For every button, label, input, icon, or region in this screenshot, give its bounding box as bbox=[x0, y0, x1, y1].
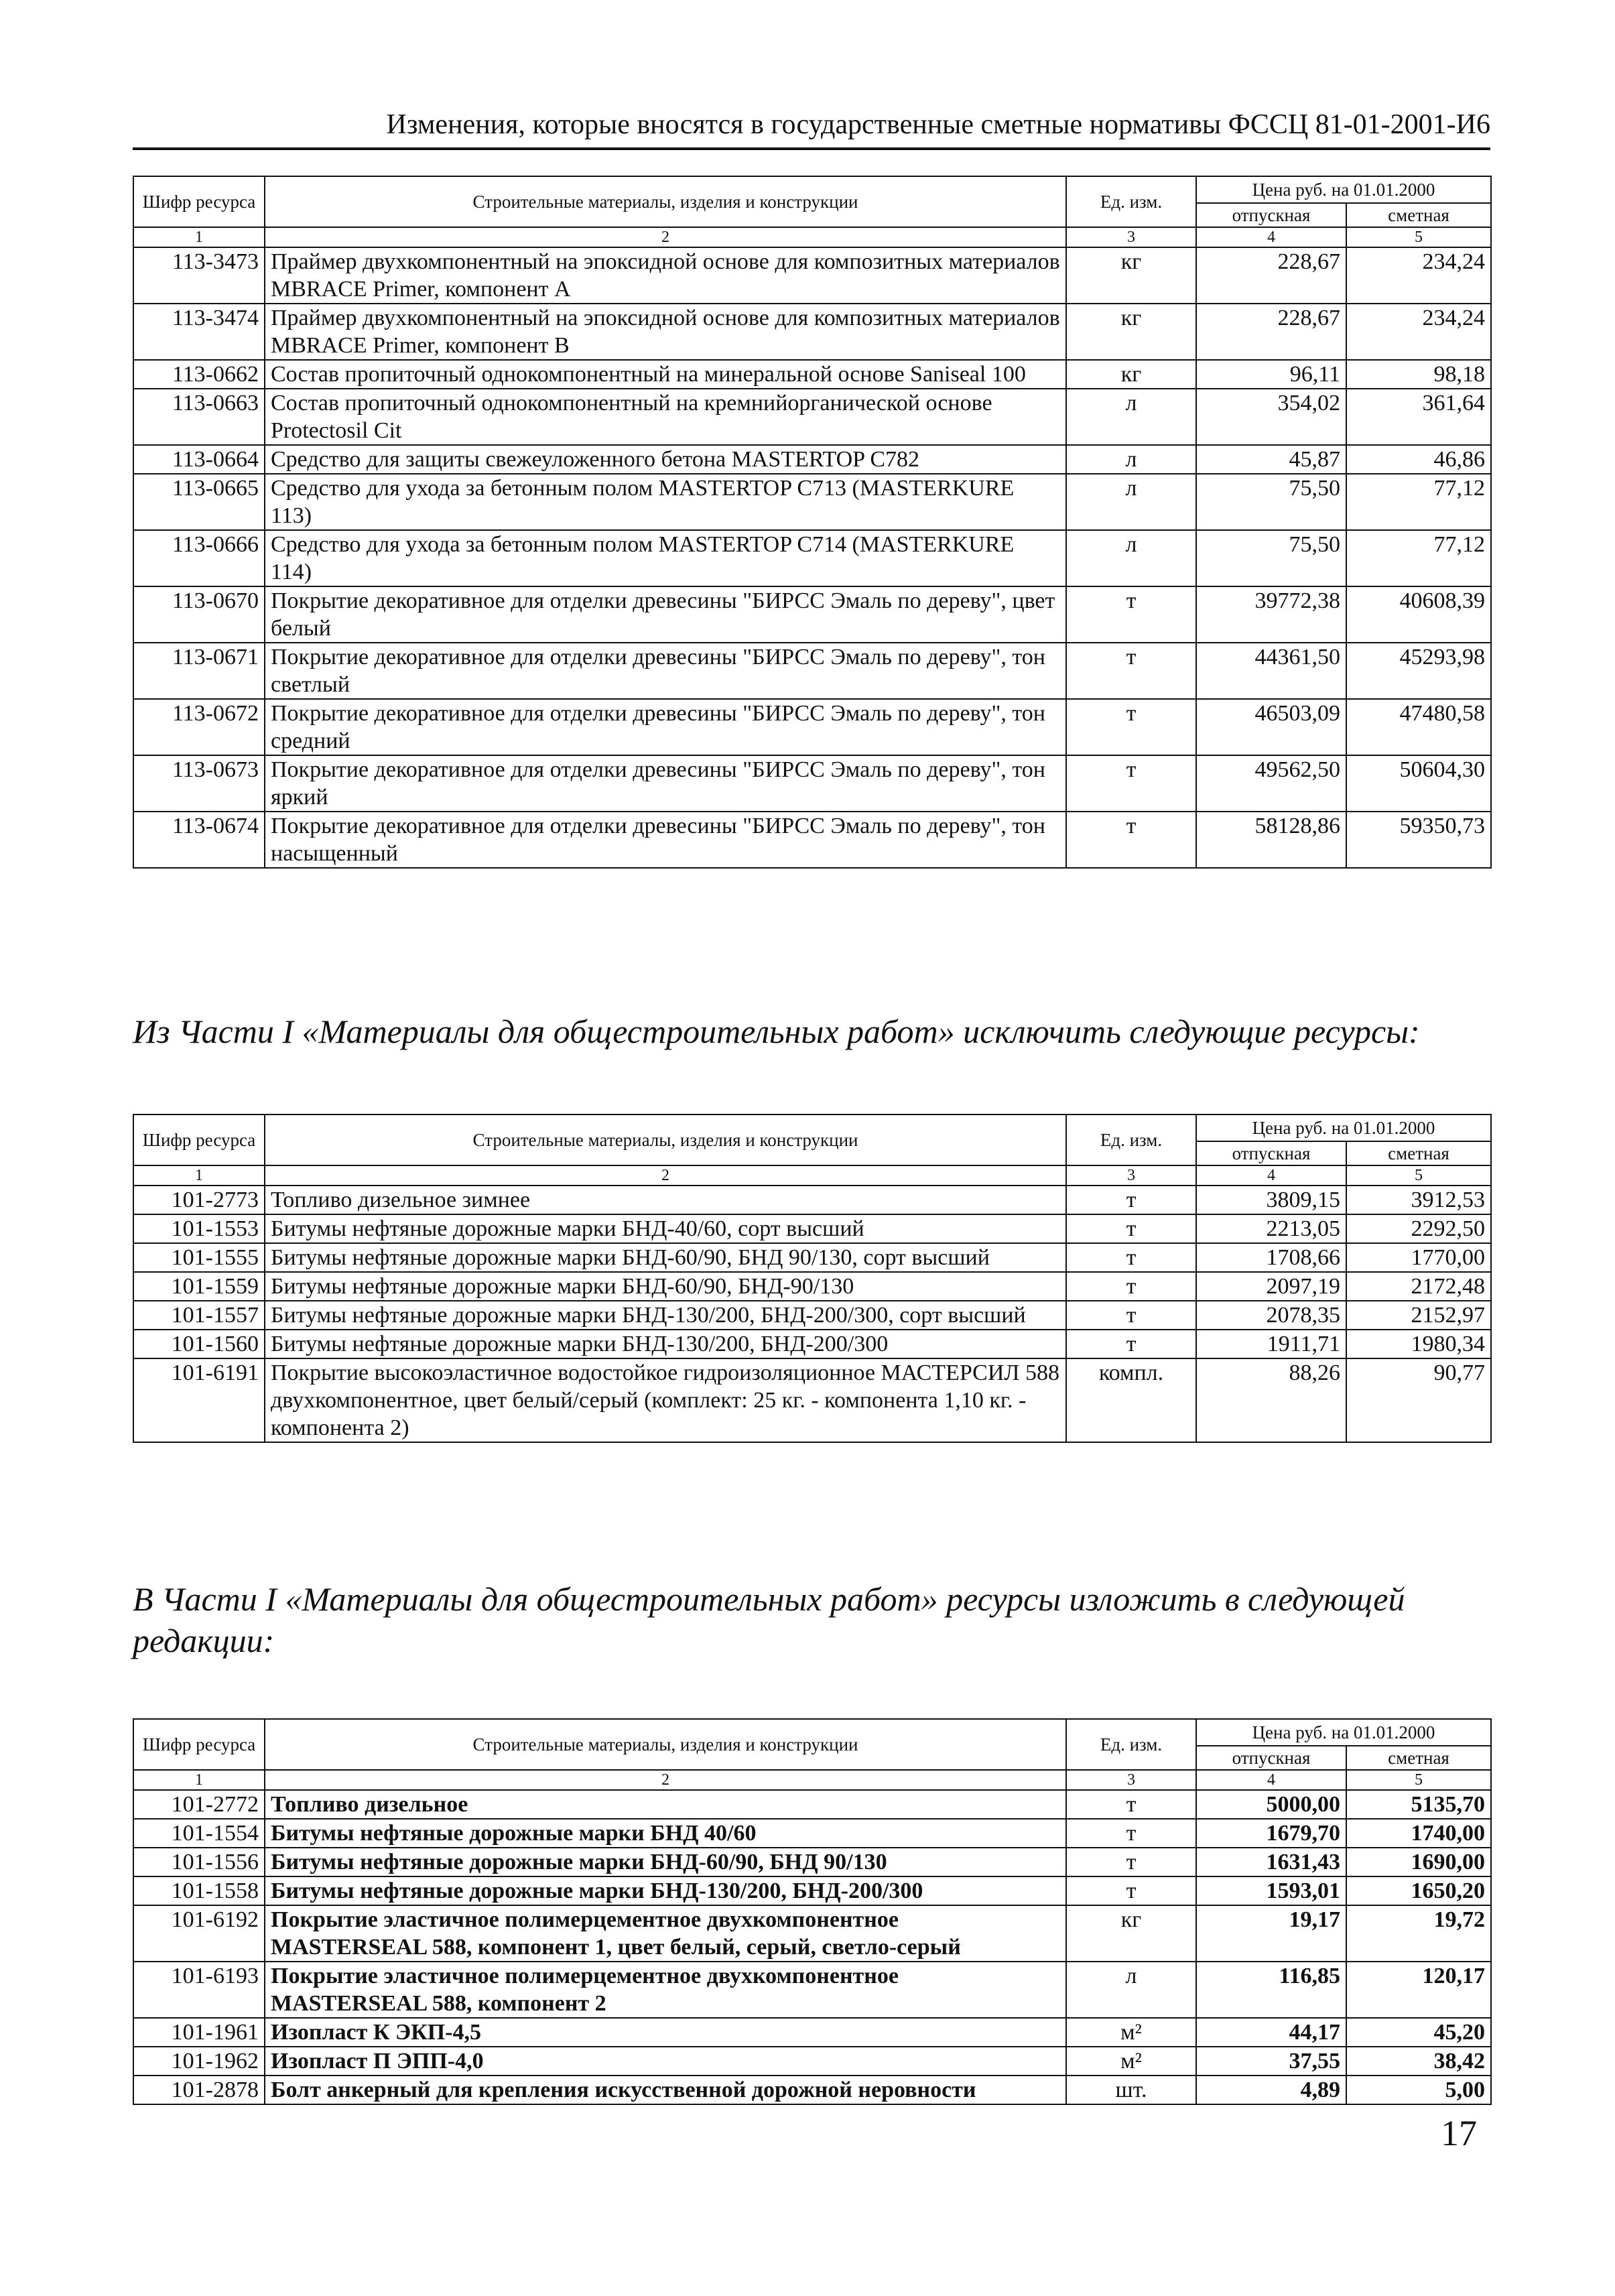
cell-name: Покрытие декоративное для отделки древесины "БИРСС Эмаль по дереву", цвет белый bbox=[265, 586, 1066, 643]
col-unit-header: Ед. изм. bbox=[1066, 1114, 1196, 1165]
cell-name: Покрытие декоративное для отделки древесины "БИРСС Эмаль по дереву", тон светлый bbox=[265, 643, 1066, 699]
col-code-header: Шифр ресурса bbox=[133, 176, 265, 227]
cell-estimate: 77,12 bbox=[1346, 474, 1491, 530]
col-estimate-header: сметная bbox=[1346, 1141, 1491, 1165]
cell-unit: л bbox=[1066, 1962, 1196, 2018]
cell-unit: кг bbox=[1066, 360, 1196, 389]
cell-name: Покрытие декоративное для отделки древесины "БИРСС Эмаль по дереву", тон средний bbox=[265, 699, 1066, 755]
table-row bbox=[133, 1962, 1491, 2018]
cell-estimate: 2292,50 bbox=[1346, 1214, 1491, 1243]
cell-unit: т bbox=[1066, 755, 1196, 812]
cell-code: 101-1559 bbox=[133, 1272, 265, 1301]
table-row bbox=[133, 474, 1491, 530]
cell-release: 49562,50 bbox=[1196, 755, 1346, 812]
table-row bbox=[133, 812, 1491, 868]
cell-estimate: 1690,00 bbox=[1346, 1848, 1491, 1876]
table-row bbox=[133, 360, 1491, 389]
cell-unit: л bbox=[1066, 389, 1196, 445]
col-release-header: отпускная bbox=[1196, 1141, 1346, 1165]
cell-release: 75,50 bbox=[1196, 530, 1346, 586]
col-num-3: 3 bbox=[1066, 227, 1196, 247]
cell-release: 2213,05 bbox=[1196, 1214, 1346, 1243]
col-num-1: 1 bbox=[133, 1770, 265, 1790]
table-row bbox=[133, 1272, 1491, 1301]
cell-code: 101-1554 bbox=[133, 1819, 265, 1848]
table-row bbox=[133, 1186, 1491, 1214]
cell-code: 113-0674 bbox=[133, 812, 265, 868]
cell-unit: кг bbox=[1066, 1905, 1196, 1962]
cell-name: Топливо дизельное bbox=[265, 1790, 1066, 1819]
table-row bbox=[133, 1330, 1491, 1358]
cell-release: 58128,86 bbox=[1196, 812, 1346, 868]
col-estimate-header: сметная bbox=[1346, 203, 1491, 227]
col-num-4: 4 bbox=[1196, 227, 1346, 247]
cell-name: Средство для ухода за бетонным полом MASTERTOP C713 (MASTERKURE 113) bbox=[265, 474, 1066, 530]
table-row bbox=[133, 1301, 1491, 1330]
cell-code: 101-6193 bbox=[133, 1962, 265, 2018]
cell-code: 101-1558 bbox=[133, 1876, 265, 1905]
col-num-1: 1 bbox=[133, 227, 265, 247]
cell-release: 1679,70 bbox=[1196, 1819, 1346, 1848]
col-name-header: Строительные материалы, изделия и конструкции bbox=[265, 1719, 1066, 1770]
col-num-5: 5 bbox=[1346, 1165, 1491, 1186]
cell-release: 75,50 bbox=[1196, 474, 1346, 530]
cell-code: 101-1557 bbox=[133, 1301, 265, 1330]
table-row bbox=[133, 247, 1491, 304]
cell-unit: м² bbox=[1066, 2018, 1196, 2047]
page-number: 17 bbox=[1441, 2113, 1477, 2153]
col-name-header: Строительные материалы, изделия и конструкции bbox=[265, 1114, 1066, 1165]
cell-name: Битумы нефтяные дорожные марки БНД-130/200, БНД-200/300 bbox=[265, 1330, 1066, 1358]
cell-estimate: 1650,20 bbox=[1346, 1876, 1491, 1905]
table-row bbox=[133, 2076, 1491, 2104]
col-num-4: 4 bbox=[1196, 1770, 1346, 1790]
cell-name: Праймер двухкомпонентный на эпоксидной основе для композитных материалов MBRACE Primer, компонент B bbox=[265, 304, 1066, 360]
cell-code: 101-6192 bbox=[133, 1905, 265, 1962]
cell-name: Покрытие декоративное для отделки древесины "БИРСС Эмаль по дереву", тон яркий bbox=[265, 755, 1066, 812]
cell-unit: т bbox=[1066, 1790, 1196, 1819]
cell-code: 113-0662 bbox=[133, 360, 265, 389]
col-num-1: 1 bbox=[133, 1165, 265, 1186]
cell-release: 88,26 bbox=[1196, 1358, 1346, 1442]
col-price-header: Цена руб. на 01.01.2000 bbox=[1196, 176, 1491, 203]
cell-name: Болт анкерный для крепления искусственной дорожной неровности bbox=[265, 2076, 1066, 2104]
cell-estimate: 90,77 bbox=[1346, 1358, 1491, 1442]
cell-code: 113-0666 bbox=[133, 530, 265, 586]
cell-name: Праймер двухкомпонентный на эпоксидной основе для композитных материалов MBRACE Primer, компонент A bbox=[265, 247, 1066, 304]
cell-code: 113-0664 bbox=[133, 445, 265, 474]
cell-unit: т bbox=[1066, 1186, 1196, 1214]
cell-release: 1911,71 bbox=[1196, 1330, 1346, 1358]
cell-unit: т bbox=[1066, 1243, 1196, 1272]
col-price-header: Цена руб. на 01.01.2000 bbox=[1196, 1719, 1491, 1746]
page-header: Изменения, которые вносятся в государственные сметные нормативы ФССЦ 81-01-2001-И6 bbox=[133, 107, 1490, 150]
cell-unit: т bbox=[1066, 699, 1196, 755]
cell-estimate: 5135,70 bbox=[1346, 1790, 1491, 1819]
cell-release: 39772,38 bbox=[1196, 586, 1346, 643]
cell-estimate: 45293,98 bbox=[1346, 643, 1491, 699]
cell-estimate: 40608,39 bbox=[1346, 586, 1491, 643]
cell-release: 46503,09 bbox=[1196, 699, 1346, 755]
resource-table-2 bbox=[133, 1114, 1492, 1443]
cell-release: 228,67 bbox=[1196, 304, 1346, 360]
cell-code: 113-0670 bbox=[133, 586, 265, 643]
table-row bbox=[133, 643, 1491, 699]
cell-name: Изопласт П ЭПП-4,0 bbox=[265, 2047, 1066, 2076]
cell-estimate: 38,42 bbox=[1346, 2047, 1491, 2076]
table-row bbox=[133, 445, 1491, 474]
cell-name: Битумы нефтяные дорожные марки БНД-130/200, БНД-200/300 bbox=[265, 1876, 1066, 1905]
cell-estimate: 361,64 bbox=[1346, 389, 1491, 445]
table-row bbox=[133, 1819, 1491, 1848]
cell-release: 1631,43 bbox=[1196, 1848, 1346, 1876]
cell-release: 45,87 bbox=[1196, 445, 1346, 474]
cell-unit: шт. bbox=[1066, 2076, 1196, 2104]
cell-code: 113-0671 bbox=[133, 643, 265, 699]
cell-name: Топливо дизельное зимнее bbox=[265, 1186, 1066, 1214]
cell-unit: т bbox=[1066, 1272, 1196, 1301]
cell-code: 113-0663 bbox=[133, 389, 265, 445]
table-row bbox=[133, 530, 1491, 586]
table-row bbox=[133, 389, 1491, 445]
cell-estimate: 98,18 bbox=[1346, 360, 1491, 389]
cell-release: 1593,01 bbox=[1196, 1876, 1346, 1905]
col-code-header: Шифр ресурса bbox=[133, 1719, 265, 1770]
cell-unit: т bbox=[1066, 1330, 1196, 1358]
table-row bbox=[133, 755, 1491, 812]
cell-estimate: 77,12 bbox=[1346, 530, 1491, 586]
cell-estimate: 5,00 bbox=[1346, 2076, 1491, 2104]
cell-unit: т bbox=[1066, 586, 1196, 643]
resource-table-1 bbox=[133, 176, 1492, 869]
cell-estimate: 59350,73 bbox=[1346, 812, 1491, 868]
cell-unit: т bbox=[1066, 1848, 1196, 1876]
col-num-5: 5 bbox=[1346, 1770, 1491, 1790]
cell-estimate: 120,17 bbox=[1346, 1962, 1491, 2018]
col-price-header: Цена руб. на 01.01.2000 bbox=[1196, 1114, 1491, 1141]
col-num-5: 5 bbox=[1346, 227, 1491, 247]
cell-estimate: 1980,34 bbox=[1346, 1330, 1491, 1358]
table-row bbox=[133, 1214, 1491, 1243]
cell-name: Покрытие эластичное полимерцементное двухкомпонентное MASTERSEAL 588, компонент 2 bbox=[265, 1962, 1066, 2018]
cell-name: Битумы нефтяные дорожные марки БНД-60/90, БНД 90/130, сорт высший bbox=[265, 1243, 1066, 1272]
cell-name: Средство для защиты свежеуложенного бетона MASTERTOP C782 bbox=[265, 445, 1066, 474]
cell-release: 44,17 bbox=[1196, 2018, 1346, 2047]
cell-release: 3809,15 bbox=[1196, 1186, 1346, 1214]
col-unit-header: Ед. изм. bbox=[1066, 1719, 1196, 1770]
cell-release: 37,55 bbox=[1196, 2047, 1346, 2076]
col-num-4: 4 bbox=[1196, 1165, 1346, 1186]
cell-name: Средство для ухода за бетонным полом MASTERTOP C714 (MASTERKURE 114) bbox=[265, 530, 1066, 586]
cell-estimate: 50604,30 bbox=[1346, 755, 1491, 812]
cell-release: 116,85 bbox=[1196, 1962, 1346, 2018]
cell-code: 113-3474 bbox=[133, 304, 265, 360]
table-row bbox=[133, 1243, 1491, 1272]
cell-name: Покрытие декоративное для отделки древесины "БИРСС Эмаль по дереву", тон насыщенный bbox=[265, 812, 1066, 868]
col-release-header: отпускная bbox=[1196, 203, 1346, 227]
cell-unit: т bbox=[1066, 1819, 1196, 1848]
table-row bbox=[133, 2018, 1491, 2047]
cell-name: Состав пропиточный однокомпонентный на кремнийорганической основе Protectosil Cit bbox=[265, 389, 1066, 445]
cell-code: 101-1560 bbox=[133, 1330, 265, 1358]
cell-unit: компл. bbox=[1066, 1358, 1196, 1442]
cell-name: Покрытие эластичное полимерцементное двухкомпонентное MASTERSEAL 588, компонент 1, цвет белый, серый, светло-серый bbox=[265, 1905, 1066, 1962]
cell-code: 101-2772 bbox=[133, 1790, 265, 1819]
table-row bbox=[133, 304, 1491, 360]
cell-name: Битумы нефтяные дорожные марки БНД-60/90, БНД 90/130 bbox=[265, 1848, 1066, 1876]
col-unit-header: Ед. изм. bbox=[1066, 176, 1196, 227]
col-code-header: Шифр ресурса bbox=[133, 1114, 265, 1165]
cell-name: Состав пропиточный однокомпонентный на минеральной основе Saniseal 100 bbox=[265, 360, 1066, 389]
cell-estimate: 3912,53 bbox=[1346, 1186, 1491, 1214]
cell-estimate: 1770,00 bbox=[1346, 1243, 1491, 1272]
cell-code: 113-0672 bbox=[133, 699, 265, 755]
table-row bbox=[133, 699, 1491, 755]
cell-release: 44361,50 bbox=[1196, 643, 1346, 699]
cell-code: 113-3473 bbox=[133, 247, 265, 304]
cell-release: 2078,35 bbox=[1196, 1301, 1346, 1330]
cell-release: 2097,19 bbox=[1196, 1272, 1346, 1301]
cell-release: 5000,00 bbox=[1196, 1790, 1346, 1819]
cell-code: 101-1555 bbox=[133, 1243, 265, 1272]
section-title-exclude: Из Части I «Материалы для общестроительных работ» исключить следующие ресурсы: bbox=[133, 1013, 1420, 1050]
cell-code: 101-1961 bbox=[133, 2018, 265, 2047]
cell-unit: т bbox=[1066, 812, 1196, 868]
cell-release: 1708,66 bbox=[1196, 1243, 1346, 1272]
cell-release: 96,11 bbox=[1196, 360, 1346, 389]
cell-unit: л bbox=[1066, 530, 1196, 586]
cell-name: Битумы нефтяные дорожные марки БНД-60/90, БНД-90/130 bbox=[265, 1272, 1066, 1301]
col-num-3: 3 bbox=[1066, 1770, 1196, 1790]
cell-estimate: 1740,00 bbox=[1346, 1819, 1491, 1848]
col-release-header: отпускная bbox=[1196, 1746, 1346, 1770]
cell-estimate: 2172,48 bbox=[1346, 1272, 1491, 1301]
cell-estimate: 47480,58 bbox=[1346, 699, 1491, 755]
cell-code: 101-2878 bbox=[133, 2076, 265, 2104]
cell-estimate: 2152,97 bbox=[1346, 1301, 1491, 1330]
cell-code: 113-0665 bbox=[133, 474, 265, 530]
cell-name: Битумы нефтяные дорожные марки БНД-130/200, БНД-200/300, сорт высший bbox=[265, 1301, 1066, 1330]
cell-name: Покрытие высокоэластичное водостойкое гидроизоляционное МАСТЕРСИЛ 588 двухкомпонентное, цвет белый/серый (комплект: 25 кг. - компонента 1,10 кг. - компонента 2) bbox=[265, 1358, 1066, 1442]
cell-release: 354,02 bbox=[1196, 389, 1346, 445]
section-title-revise: В Части I «Материалы для общестроительных работ» ресурсы изложить в следующей редакции: bbox=[133, 1580, 1405, 1659]
cell-unit: л bbox=[1066, 445, 1196, 474]
cell-code: 101-1553 bbox=[133, 1214, 265, 1243]
col-num-3: 3 bbox=[1066, 1165, 1196, 1186]
cell-code: 101-2773 bbox=[133, 1186, 265, 1214]
cell-release: 4,89 bbox=[1196, 2076, 1346, 2104]
cell-estimate: 234,24 bbox=[1346, 304, 1491, 360]
cell-name: Битумы нефтяные дорожные марки БНД-40/60, сорт высший bbox=[265, 1214, 1066, 1243]
table-row bbox=[133, 1905, 1491, 1962]
col-num-2: 2 bbox=[265, 1165, 1066, 1186]
cell-code: 101-1962 bbox=[133, 2047, 265, 2076]
cell-unit: т bbox=[1066, 1301, 1196, 1330]
cell-unit: т bbox=[1066, 643, 1196, 699]
table-row bbox=[133, 2047, 1491, 2076]
table-row bbox=[133, 1790, 1491, 1819]
cell-unit: т bbox=[1066, 1876, 1196, 1905]
cell-unit: т bbox=[1066, 1214, 1196, 1243]
cell-code: 113-0673 bbox=[133, 755, 265, 812]
cell-release: 228,67 bbox=[1196, 247, 1346, 304]
table-row bbox=[133, 586, 1491, 643]
resource-table-3 bbox=[133, 1718, 1492, 2105]
cell-name: Битумы нефтяные дорожные марки БНД 40/60 bbox=[265, 1819, 1066, 1848]
cell-estimate: 46,86 bbox=[1346, 445, 1491, 474]
cell-estimate: 45,20 bbox=[1346, 2018, 1491, 2047]
col-num-2: 2 bbox=[265, 1770, 1066, 1790]
table-row bbox=[133, 1876, 1491, 1905]
cell-unit: кг bbox=[1066, 304, 1196, 360]
cell-unit: л bbox=[1066, 474, 1196, 530]
cell-estimate: 234,24 bbox=[1346, 247, 1491, 304]
cell-unit: м² bbox=[1066, 2047, 1196, 2076]
col-name-header: Строительные материалы, изделия и конструкции bbox=[265, 176, 1066, 227]
table-row bbox=[133, 1848, 1491, 1876]
cell-name: Изопласт К ЭКП-4,5 bbox=[265, 2018, 1066, 2047]
col-num-2: 2 bbox=[265, 227, 1066, 247]
cell-code: 101-1556 bbox=[133, 1848, 265, 1876]
col-estimate-header: сметная bbox=[1346, 1746, 1491, 1770]
cell-release: 19,17 bbox=[1196, 1905, 1346, 1962]
cell-estimate: 19,72 bbox=[1346, 1905, 1491, 1962]
table-row bbox=[133, 1358, 1491, 1442]
cell-unit: кг bbox=[1066, 247, 1196, 304]
cell-code: 101-6191 bbox=[133, 1358, 265, 1442]
